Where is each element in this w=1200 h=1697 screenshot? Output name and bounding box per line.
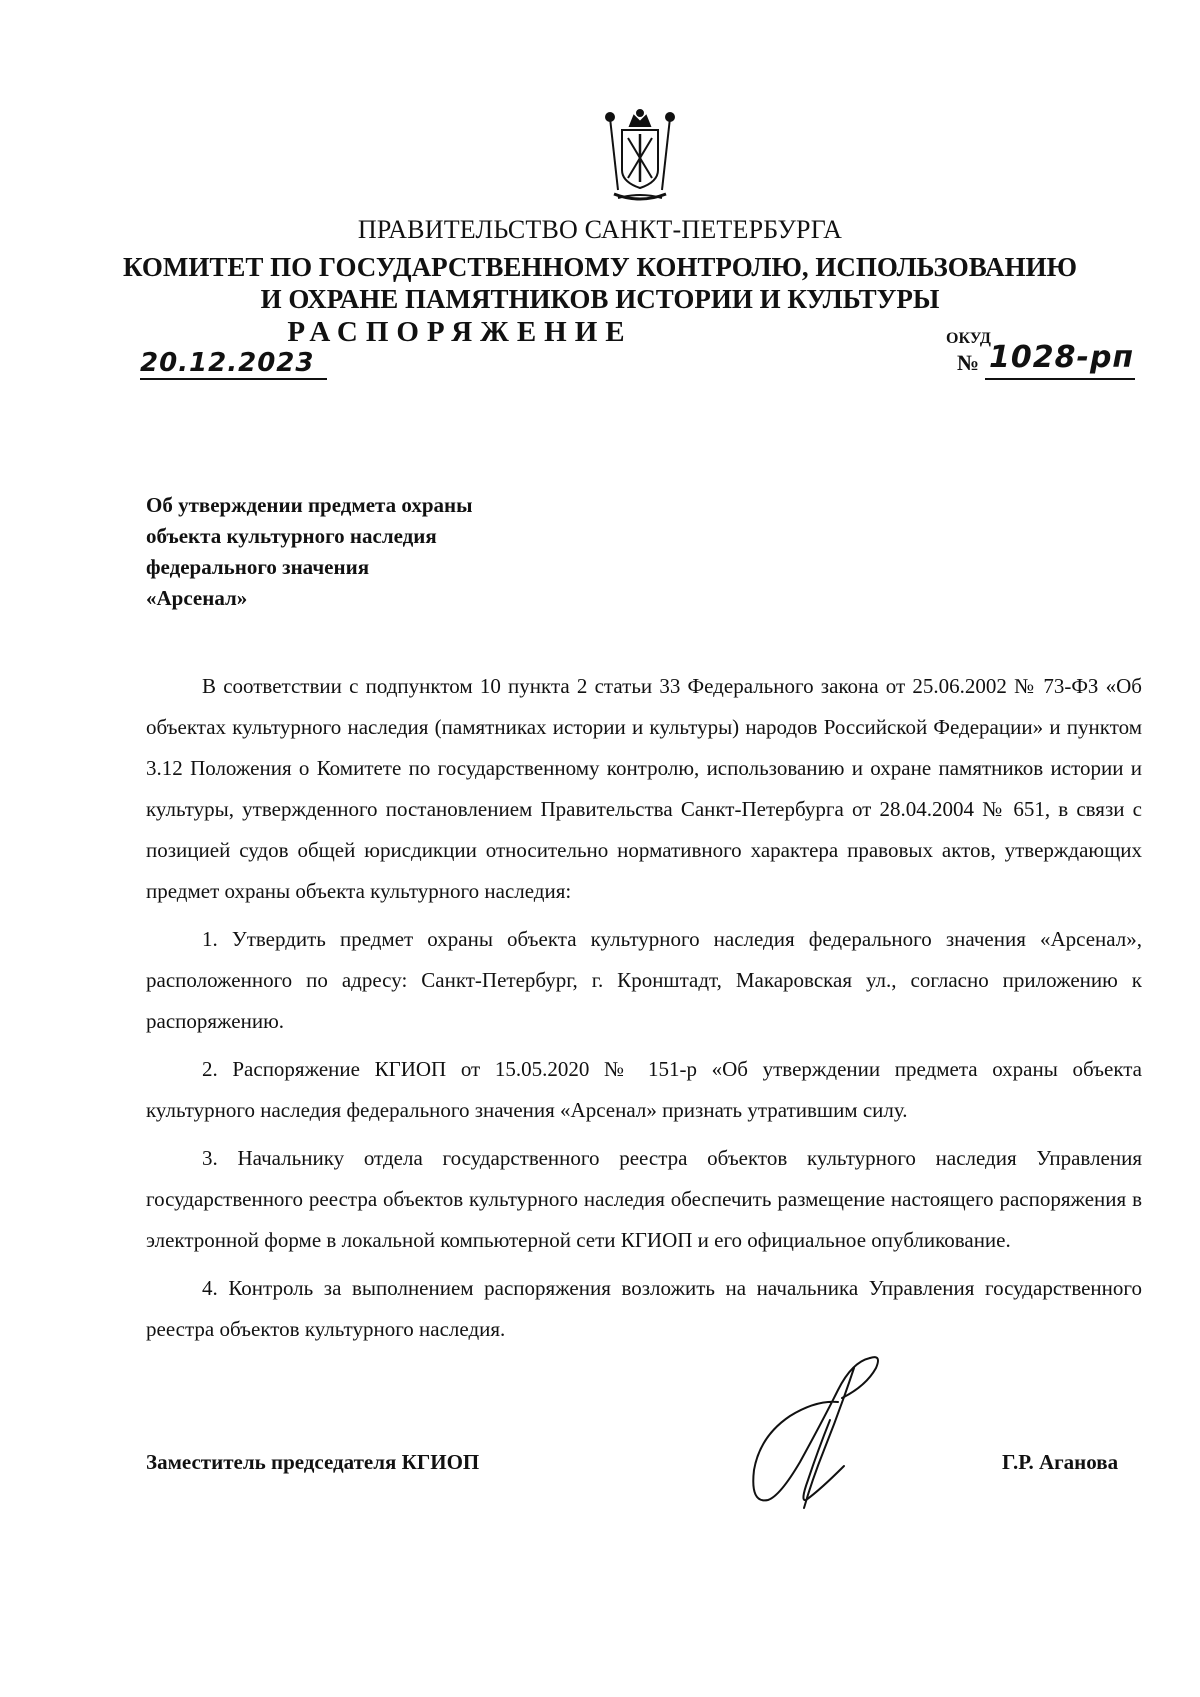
document-subject bbox=[146, 490, 473, 614]
subject-line: объекта культурного наследия bbox=[146, 524, 437, 548]
coat-of-arms-icon bbox=[600, 108, 680, 204]
committee-title-line1: КОМИТЕТ ПО ГОСУДАРСТВЕННОМУ КОНТРОЛЮ, ИСПОЛЬЗОВАНИЮ bbox=[123, 252, 1077, 282]
handwritten-date: 20.12.2023 bbox=[140, 348, 315, 378]
document-body bbox=[146, 666, 1142, 1357]
committee-title-line2: И ОХРАНЕ ПАМЯТНИКОВ ИСТОРИИ И КУЛЬТУРЫ bbox=[260, 284, 940, 314]
subject-line: «Арсенал» bbox=[146, 586, 248, 610]
signatory-name: Г.Р. Аганова bbox=[1002, 1450, 1119, 1474]
clause-1: 1. Утвердить предмет охраны объекта культурного наследия федерального значения «Арсенал», расположенного по адресу: Санкт-Петербург, г. Кронштадт, Макаровская ул., согласно приложению к распоряжению. bbox=[146, 927, 1142, 1033]
preamble-paragraph: В соответствии с подпунктом 10 пункта 2 статьи 33 Федерального закона от 25.06.2002 № 73-ФЗ «Об объектах культурного наследия (памятниках истории и культуры) народов Российской Федерации» и пунктом 3.12 Положения о Комитете по государственному контролю, использованию и охране памятников истории и культуры, утвержденного постановлением Правительства Санкт-Петербурга от 28.04.2004 № 651, в связи с позицией судов общей юрисдикции относительно нормативного характера правовых актов, утверждающих предмет охраны объекта культурного наследия: bbox=[146, 674, 1142, 903]
number-label: № bbox=[957, 350, 980, 375]
okud-label: ОКУД bbox=[946, 330, 991, 347]
document-type: РАСПОРЯЖЕНИЕ bbox=[287, 316, 633, 348]
subject-line: федерального значения bbox=[146, 555, 370, 579]
clause-3: 3. Начальнику отдела государственного реестра объектов культурного наследия Управления государственного реестра объектов культурного наследия обеспечить размещение настоящего распоряжения в электронной форме в локальной компьютерной сети КГИОП и его официальное опубликование. bbox=[146, 1146, 1142, 1252]
number-field bbox=[985, 340, 1135, 380]
handwritten-number: 1028-рп bbox=[989, 340, 1135, 375]
clause-4: 4. Контроль за выполнением распоряжения возложить на начальника Управления государственного реестра объектов культурного наследия. bbox=[146, 1276, 1142, 1341]
signatory-position: Заместитель председателя КГИОП bbox=[146, 1450, 480, 1474]
clause-2: 2. Распоряжение КГИОП от 15.05.2020 № 151-р «Об утверждении предмета охраны объекта культурного наследия федерального значения «Арсенал» признать утратившим силу. bbox=[146, 1057, 1142, 1122]
government-title: ПРАВИТЕЛЬСТВО САНКТ-ПЕТЕРБУРГА bbox=[357, 215, 843, 244]
date-field bbox=[140, 348, 327, 380]
handwritten-signature bbox=[720, 1350, 940, 1525]
subject-line: Об утверждении предмета охраны bbox=[146, 493, 473, 517]
